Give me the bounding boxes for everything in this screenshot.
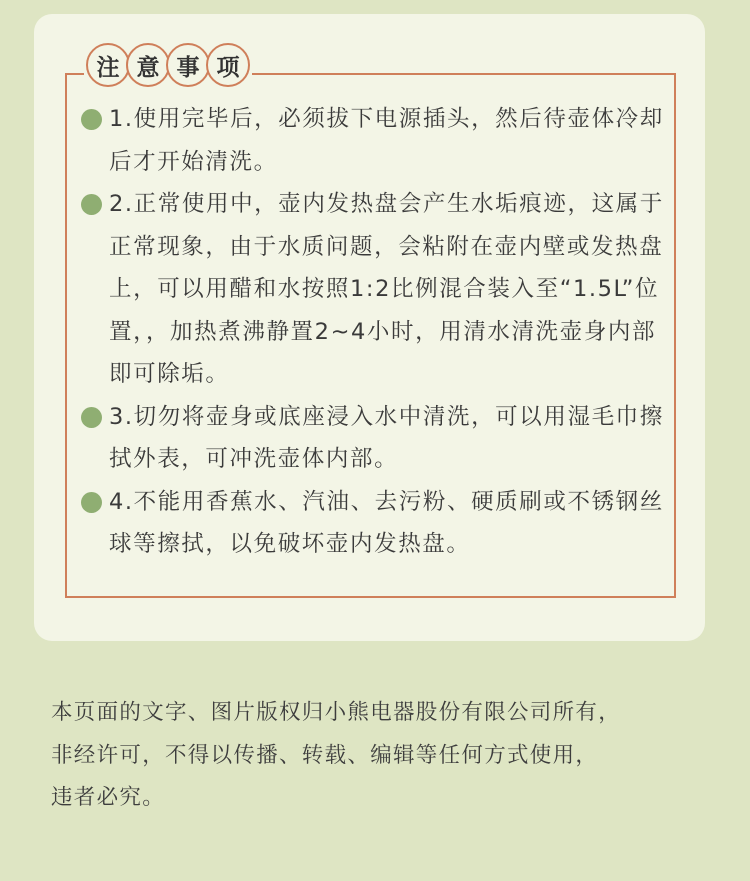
notice-list [80, 98, 670, 566]
bullet-dot-icon [81, 492, 102, 513]
copyright-notice [51, 692, 721, 820]
bullet-dot-icon [81, 407, 102, 428]
title-char: 注 [86, 43, 130, 87]
list-item [80, 98, 670, 183]
title-char: 项 [206, 43, 250, 87]
copyright-line: 违者必究。 [51, 785, 166, 810]
list-item-text: 4.不能用香蕉水、汽油、去污粉、硬质刷或不锈钢丝球等擦拭，以免破坏壶内发热盘。 [109, 488, 664, 557]
list-item-text: 3.切勿将壶身或底座浸入水中清洗，可以用湿毛巾擦拭外表，可冲洗壶体内部。 [109, 403, 664, 472]
list-item-text: 2.正常使用中，壶内发热盘会产生水垢痕迹，这属于正常现象，由于水质问题，会粘附在壶内壁或发热盘上，可以用醋和水按照1:2比例混合装入至“1.5L”位置，，加热煮沸静置2~4小时，用清水清洗壶身内部即可除垢。 [109, 191, 664, 387]
list-item [80, 481, 670, 566]
notice-title [84, 42, 252, 92]
bullet-dot-icon [81, 194, 102, 215]
title-char: 事 [166, 43, 210, 87]
title-char: 意 [126, 43, 170, 87]
list-item [80, 183, 670, 396]
copyright-line: 非经许可，不得以传播、转载、编辑等任何方式使用， [51, 742, 599, 768]
copyright-line: 本页面的文字、图片版权归小熊电器股份有限公司所有， [51, 700, 622, 725]
bullet-dot-icon [81, 109, 102, 130]
list-item-text: 1.使用完毕后，必须拔下电源插头，然后待壶体冷却后才开始清洗。 [109, 106, 664, 175]
list-item [80, 396, 670, 481]
